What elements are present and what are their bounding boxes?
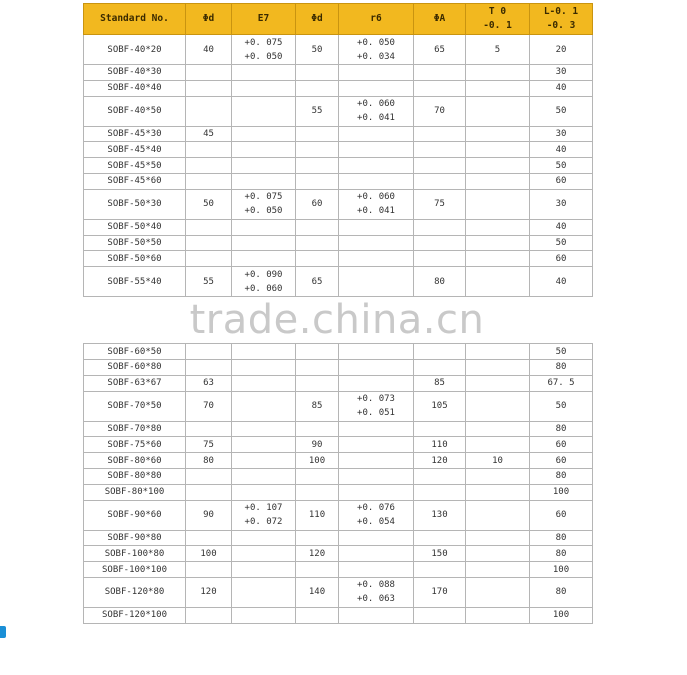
cell-e7 — [232, 530, 296, 546]
header-text: Φd — [202, 13, 215, 24]
cell-l: 30 — [530, 65, 593, 81]
cell-phi-d-2 — [296, 607, 339, 623]
cell-phi-d-2 — [296, 80, 339, 96]
cell-phi-d-2 — [296, 251, 339, 267]
cell-phi-a — [414, 65, 466, 81]
cell-l: 50 — [530, 158, 593, 174]
cell-t: 5 — [466, 35, 530, 65]
tolerance-value: +0. 051 — [357, 408, 395, 419]
cell-phi-a: 70 — [414, 96, 466, 126]
table-row — [84, 484, 593, 500]
cell-l: 60 — [530, 251, 593, 267]
cell-r6 — [339, 391, 414, 421]
cell-phi-d-2 — [296, 173, 339, 189]
cell-standard-no: SOBF-120*100 — [84, 607, 186, 623]
cell-phi-a: 85 — [414, 375, 466, 391]
cell-l: 60 — [530, 453, 593, 469]
cell-phi-a: 110 — [414, 437, 466, 453]
cell-r6 — [339, 219, 414, 235]
cell-e7 — [232, 391, 296, 421]
cell-l: 50 — [530, 344, 593, 360]
header-text: E7 — [257, 13, 270, 24]
cell-phi-d-2 — [296, 530, 339, 546]
cell-phi-d-1 — [186, 235, 232, 251]
table-row — [84, 577, 593, 607]
cell-e7 — [232, 251, 296, 267]
cell-phi-d-2: 55 — [296, 96, 339, 126]
cell-standard-no: SOBF-45*40 — [84, 142, 186, 158]
table-row — [84, 126, 593, 142]
cell-standard-no: SOBF-80*100 — [84, 484, 186, 500]
cell-standard-no: SOBF-120*80 — [84, 577, 186, 607]
cell-r6 — [339, 267, 414, 297]
table-row — [84, 437, 593, 453]
table-row — [84, 267, 593, 297]
table-row — [84, 142, 593, 158]
cell-phi-d-2: 60 — [296, 189, 339, 219]
cell-e7 — [232, 96, 296, 126]
table-row — [84, 344, 593, 360]
cell-phi-d-2 — [296, 344, 339, 360]
cell-e7 — [232, 359, 296, 375]
tolerance-value: +0. 060 — [244, 283, 283, 294]
table-row — [84, 189, 593, 219]
header-phi-d-2 — [296, 4, 339, 35]
cell-standard-no: SOBF-55*40 — [84, 267, 186, 297]
cell-phi-d-1: 80 — [186, 453, 232, 469]
cell-phi-a — [414, 421, 466, 437]
cell-phi-d-1 — [186, 607, 232, 623]
cell-r6 — [339, 421, 414, 437]
cell-e7 — [232, 607, 296, 623]
cell-e7 — [232, 500, 296, 530]
cell-phi-d-1 — [186, 96, 232, 126]
tolerance-value: +0. 050 — [244, 206, 283, 217]
cell-phi-a — [414, 484, 466, 500]
cell-r6 — [339, 546, 414, 562]
cell-e7 — [232, 375, 296, 391]
cell-r6 — [339, 359, 414, 375]
cell-standard-no: SOBF-45*30 — [84, 126, 186, 142]
cell-phi-d-2: 140 — [296, 577, 339, 607]
cell-l: 80 — [530, 577, 593, 607]
cell-phi-a — [414, 344, 466, 360]
tolerance-value: +0. 107 — [244, 503, 283, 514]
cell-phi-a — [414, 158, 466, 174]
cell-t — [466, 251, 530, 267]
cell-r6 — [339, 142, 414, 158]
cell-phi-d-1: 120 — [186, 577, 232, 607]
header-e7 — [232, 4, 296, 35]
cell-phi-d-2 — [296, 235, 339, 251]
cell-l: 100 — [530, 484, 593, 500]
cell-phi-d-2 — [296, 142, 339, 158]
cell-phi-d-1 — [186, 344, 232, 360]
table-row — [84, 421, 593, 437]
cell-phi-a — [414, 251, 466, 267]
cell-t — [466, 189, 530, 219]
cell-e7 — [232, 126, 296, 142]
table-row — [84, 453, 593, 469]
tolerance-value: +0. 075 — [244, 192, 283, 203]
cell-phi-d-2: 85 — [296, 391, 339, 421]
cell-phi-a: 65 — [414, 35, 466, 65]
cell-e7 — [232, 80, 296, 96]
header-phi-a — [414, 4, 466, 35]
header-t — [466, 4, 530, 35]
cell-phi-a — [414, 80, 466, 96]
table-row — [84, 235, 593, 251]
cell-phi-d-1 — [186, 173, 232, 189]
cell-r6 — [339, 484, 414, 500]
cell-l: 67. 5 — [530, 375, 593, 391]
cell-phi-d-1: 75 — [186, 437, 232, 453]
cell-phi-d-2 — [296, 375, 339, 391]
header-text: Φd — [311, 13, 323, 24]
cell-phi-d-2 — [296, 562, 339, 578]
cell-phi-d-1: 70 — [186, 391, 232, 421]
cell-l: 80 — [530, 530, 593, 546]
cell-t — [466, 484, 530, 500]
cell-phi-d-1 — [186, 142, 232, 158]
cell-r6 — [339, 96, 414, 126]
table-row — [84, 359, 593, 375]
cell-l: 80 — [530, 421, 593, 437]
cell-standard-no: SOBF-75*60 — [84, 437, 186, 453]
cell-standard-no: SOBF-63*67 — [84, 375, 186, 391]
cell-t — [466, 173, 530, 189]
cell-t — [466, 530, 530, 546]
cell-standard-no: SOBF-40*40 — [84, 80, 186, 96]
cell-standard-no: SOBF-60*80 — [84, 359, 186, 375]
tolerance-value: +0. 063 — [357, 594, 395, 605]
header-text: ΦA — [433, 13, 446, 24]
cell-r6 — [339, 344, 414, 360]
table-row — [84, 546, 593, 562]
header-text: r6 — [370, 13, 382, 24]
table-row — [84, 96, 593, 126]
cell-e7 — [232, 484, 296, 500]
table-body-top — [84, 35, 593, 297]
cell-t — [466, 391, 530, 421]
cell-l: 60 — [530, 437, 593, 453]
header-text: -0. 3 — [546, 20, 576, 31]
cell-phi-d-1: 90 — [186, 500, 232, 530]
cell-e7 — [232, 562, 296, 578]
cell-l: 40 — [530, 142, 593, 158]
header-text: -0. 1 — [483, 20, 512, 31]
tolerance-value: +0. 073 — [357, 394, 395, 405]
cell-e7 — [232, 453, 296, 469]
cell-l: 80 — [530, 468, 593, 484]
cell-l: 60 — [530, 173, 593, 189]
cell-r6 — [339, 35, 414, 65]
cell-phi-a — [414, 126, 466, 142]
cell-phi-a — [414, 530, 466, 546]
cell-l: 100 — [530, 607, 593, 623]
tolerance-value: +0. 041 — [357, 206, 395, 217]
header-text: Standard No. — [100, 13, 169, 24]
cell-t — [466, 359, 530, 375]
cell-phi-a — [414, 468, 466, 484]
tolerance-value: +0. 072 — [244, 517, 283, 528]
cell-r6 — [339, 126, 414, 142]
cell-r6 — [339, 562, 414, 578]
cell-t — [466, 65, 530, 81]
cell-t — [466, 607, 530, 623]
table-row — [84, 80, 593, 96]
cell-e7 — [232, 173, 296, 189]
cell-standard-no: SOBF-60*50 — [84, 344, 186, 360]
cell-t: 10 — [466, 453, 530, 469]
tolerance-value: +0. 050 — [357, 37, 395, 48]
tolerance-value: +0. 050 — [244, 51, 283, 62]
cell-phi-d-2: 90 — [296, 437, 339, 453]
cell-phi-a: 170 — [414, 577, 466, 607]
cell-r6 — [339, 453, 414, 469]
cell-l: 30 — [530, 126, 593, 142]
cell-l: 80 — [530, 359, 593, 375]
cell-t — [466, 468, 530, 484]
header-text: T 0 — [488, 6, 507, 17]
cell-t — [466, 577, 530, 607]
cell-l: 40 — [530, 219, 593, 235]
tolerance-value: +0. 034 — [357, 51, 395, 62]
cell-r6 — [339, 65, 414, 81]
cell-phi-a — [414, 562, 466, 578]
cell-standard-no: SOBF-50*50 — [84, 235, 186, 251]
cell-l: 30 — [530, 189, 593, 219]
table-row — [84, 562, 593, 578]
cell-phi-d-1 — [186, 359, 232, 375]
cell-phi-a — [414, 235, 466, 251]
cell-t — [466, 344, 530, 360]
cell-t — [466, 500, 530, 530]
cell-e7 — [232, 421, 296, 437]
tolerance-value: +0. 090 — [244, 269, 283, 280]
table-body-bottom — [84, 344, 593, 624]
cell-r6 — [339, 468, 414, 484]
cell-standard-no: SOBF-80*60 — [84, 453, 186, 469]
cell-phi-d-2 — [296, 484, 339, 500]
table-row — [84, 65, 593, 81]
cell-standard-no: SOBF-45*60 — [84, 173, 186, 189]
cell-phi-a — [414, 142, 466, 158]
cell-phi-d-1 — [186, 65, 232, 81]
cell-phi-d-1: 45 — [186, 126, 232, 142]
cell-phi-d-2 — [296, 65, 339, 81]
cell-r6 — [339, 530, 414, 546]
cell-t — [466, 546, 530, 562]
cell-phi-d-2 — [296, 421, 339, 437]
cell-phi-a — [414, 607, 466, 623]
table-row — [84, 468, 593, 484]
cell-e7 — [232, 577, 296, 607]
cell-phi-d-2: 65 — [296, 267, 339, 297]
header-text: L-0. 1 — [543, 6, 579, 17]
tolerance-value: +0. 060 — [357, 99, 395, 110]
cell-phi-a: 105 — [414, 391, 466, 421]
table-row — [84, 530, 593, 546]
cell-t — [466, 96, 530, 126]
cell-r6 — [339, 158, 414, 174]
cell-r6 — [339, 607, 414, 623]
table-row — [84, 375, 593, 391]
cell-e7 — [232, 189, 296, 219]
cell-phi-d-2 — [296, 468, 339, 484]
cell-e7 — [232, 267, 296, 297]
cell-t — [466, 142, 530, 158]
tolerance-value: +0. 041 — [357, 113, 395, 124]
cell-phi-d-1: 100 — [186, 546, 232, 562]
cell-phi-d-1: 40 — [186, 35, 232, 65]
cell-standard-no: SOBF-50*40 — [84, 219, 186, 235]
cell-phi-a: 75 — [414, 189, 466, 219]
cell-standard-no: SOBF-70*50 — [84, 391, 186, 421]
cell-r6 — [339, 251, 414, 267]
cell-standard-no: SOBF-45*50 — [84, 158, 186, 174]
cell-standard-no: SOBF-40*30 — [84, 65, 186, 81]
cell-standard-no: SOBF-50*60 — [84, 251, 186, 267]
cell-t — [466, 267, 530, 297]
cell-r6 — [339, 173, 414, 189]
cell-phi-a — [414, 173, 466, 189]
table-row — [84, 391, 593, 421]
header-phi-d-1 — [186, 4, 232, 35]
header-l — [530, 4, 593, 35]
cell-phi-d-1 — [186, 530, 232, 546]
cell-r6 — [339, 235, 414, 251]
tolerance-value: +0. 075 — [244, 37, 283, 48]
cell-l: 40 — [530, 80, 593, 96]
cell-phi-d-1: 63 — [186, 375, 232, 391]
table-row — [84, 35, 593, 65]
cell-r6 — [339, 375, 414, 391]
cell-l: 80 — [530, 546, 593, 562]
cell-t — [466, 235, 530, 251]
cell-standard-no: SOBF-40*20 — [84, 35, 186, 65]
cell-l: 100 — [530, 562, 593, 578]
cell-standard-no: SOBF-80*80 — [84, 468, 186, 484]
header-standard-no — [84, 4, 186, 35]
cell-standard-no: SOBF-70*80 — [84, 421, 186, 437]
cell-t — [466, 562, 530, 578]
cell-phi-d-1 — [186, 562, 232, 578]
table-row — [84, 500, 593, 530]
cell-phi-d-2: 110 — [296, 500, 339, 530]
cell-phi-d-1 — [186, 158, 232, 174]
cell-phi-d-1 — [186, 80, 232, 96]
cell-standard-no: SOBF-40*50 — [84, 96, 186, 126]
cell-t — [466, 375, 530, 391]
cell-t — [466, 158, 530, 174]
cell-phi-d-1 — [186, 484, 232, 500]
cell-t — [466, 126, 530, 142]
cell-l: 50 — [530, 391, 593, 421]
cell-l: 50 — [530, 96, 593, 126]
cell-phi-d-1: 50 — [186, 189, 232, 219]
cell-t — [466, 219, 530, 235]
cell-phi-d-2 — [296, 126, 339, 142]
cell-phi-d-2: 50 — [296, 35, 339, 65]
table-row — [84, 607, 593, 623]
header-r6 — [339, 4, 414, 35]
cell-phi-d-1 — [186, 251, 232, 267]
tolerance-value: +0. 060 — [357, 192, 395, 203]
cell-e7 — [232, 158, 296, 174]
cell-phi-d-2 — [296, 359, 339, 375]
cell-standard-no: SOBF-100*100 — [84, 562, 186, 578]
cell-phi-d-2: 100 — [296, 453, 339, 469]
tolerance-value: +0. 054 — [357, 517, 395, 528]
cell-l: 20 — [530, 35, 593, 65]
cell-phi-a: 130 — [414, 500, 466, 530]
cell-phi-d-2 — [296, 158, 339, 174]
cell-phi-d-1 — [186, 219, 232, 235]
table-row — [84, 158, 593, 174]
cell-r6 — [339, 189, 414, 219]
cell-l: 40 — [530, 267, 593, 297]
cell-standard-no: SOBF-90*80 — [84, 530, 186, 546]
cell-phi-d-2 — [296, 219, 339, 235]
cell-phi-a — [414, 359, 466, 375]
cell-e7 — [232, 235, 296, 251]
cell-e7 — [232, 65, 296, 81]
cell-e7 — [232, 546, 296, 562]
table-row — [84, 251, 593, 267]
cell-e7 — [232, 437, 296, 453]
cell-e7 — [232, 468, 296, 484]
cell-r6 — [339, 80, 414, 96]
cell-phi-a: 80 — [414, 267, 466, 297]
cell-phi-d-2: 120 — [296, 546, 339, 562]
cell-phi-a: 150 — [414, 546, 466, 562]
tolerance-value: +0. 076 — [357, 503, 395, 514]
cell-t — [466, 421, 530, 437]
cell-t — [466, 437, 530, 453]
cell-r6 — [339, 437, 414, 453]
cell-standard-no: SOBF-90*60 — [84, 500, 186, 530]
cell-phi-d-1 — [186, 468, 232, 484]
cell-r6 — [339, 500, 414, 530]
watermark: trade.china.cn — [78, 297, 596, 343]
tolerance-value: +0. 088 — [357, 580, 395, 591]
cell-phi-a — [414, 219, 466, 235]
cell-phi-d-1 — [186, 421, 232, 437]
cell-r6 — [339, 577, 414, 607]
cell-l: 60 — [530, 500, 593, 530]
cell-e7 — [232, 35, 296, 65]
header-row — [84, 4, 593, 35]
cell-phi-a: 120 — [414, 453, 466, 469]
edge-badge-icon — [0, 626, 6, 638]
cell-e7 — [232, 219, 296, 235]
table-row — [84, 219, 593, 235]
cell-e7 — [232, 142, 296, 158]
cell-phi-d-1: 55 — [186, 267, 232, 297]
cell-standard-no: SOBF-100*80 — [84, 546, 186, 562]
cell-l: 50 — [530, 235, 593, 251]
cell-standard-no: SOBF-50*30 — [84, 189, 186, 219]
cell-t — [466, 80, 530, 96]
table-row — [84, 173, 593, 189]
cell-e7 — [232, 344, 296, 360]
